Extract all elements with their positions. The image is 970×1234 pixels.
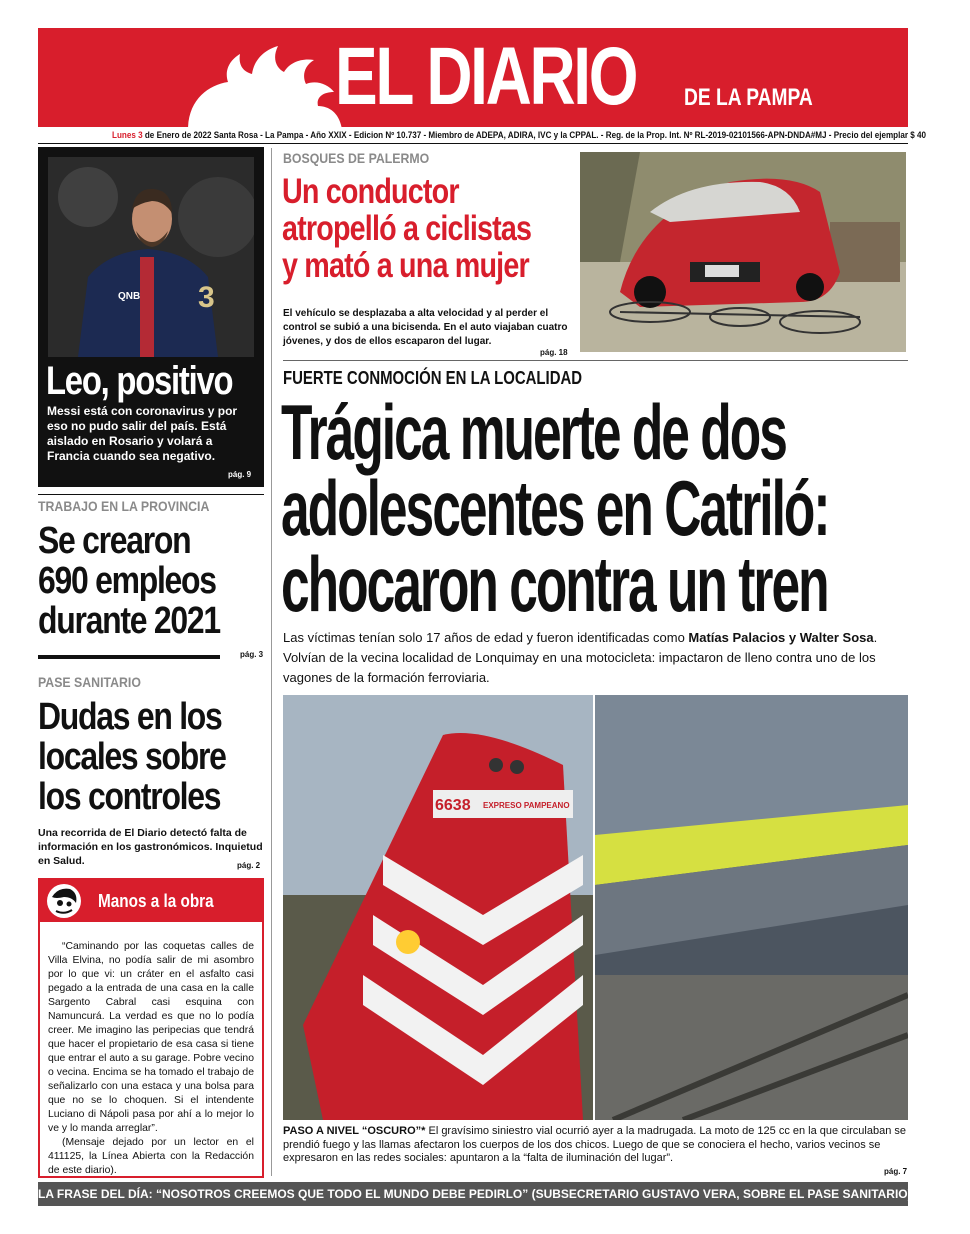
- palermo-kicker: BOSQUES DE PALERMO: [283, 150, 430, 166]
- locomotive-brand: EXPRESO PAMPEANO: [483, 801, 570, 810]
- sanitario-summary: Una recorrida de El Diario detectó falta de información en los gastronómicos. Inquietud en Salud.: [38, 827, 263, 867]
- main-headline[interactable]: [281, 388, 829, 628]
- messi-headline: Leo, positivo: [46, 359, 233, 403]
- empleos-kicker: TRABAJO EN LA PROVINCIA: [38, 498, 210, 514]
- empleos-headline-line: 690 empleos: [38, 560, 216, 602]
- main-lead-text-2: . Volvían de la vecina localidad de Lonquimay en una motocicleta: impactaron de lleno contra uno de los vagones de la formación ferroviaria.: [283, 630, 878, 685]
- main-caption: [283, 1125, 908, 1166]
- palermo-headline-line: atropelló a ciclistas: [282, 209, 532, 248]
- manos-body: [48, 940, 254, 1178]
- messi-page-ref: pág. 9: [228, 470, 252, 479]
- messi-story[interactable]: [38, 147, 264, 487]
- car-accident-photo: [580, 152, 906, 352]
- empleos-headline[interactable]: [38, 521, 220, 641]
- main-lead-names: Matías Palacios y Walter Sosa: [688, 630, 874, 645]
- sanitario-headline-line: los controles: [38, 776, 221, 818]
- column-divider: [271, 148, 272, 1176]
- dateline: [112, 130, 927, 140]
- locomotive-number: 6638: [435, 797, 471, 814]
- main-caption-title: PASO A NIVEL “OSCURO”*: [283, 1125, 426, 1137]
- quote-of-the-day: LA FRASE DEL DÍA: “NOSOTROS CREEMOS QUE TODO EL MUNDO DEBE PEDIRLO” (SUBSECRETARIO GUSTAVO VERA, SOBRE EL PASE SANITARIO). pág 2: [38, 1187, 950, 1201]
- manos-title: Manos a la obra: [98, 891, 214, 911]
- empleos-headline-line: Se crearon: [38, 520, 191, 562]
- manos-header: [40, 880, 262, 922]
- main-caption-text: El gravísimo siniestro vial ocurrió ayer a la madrugada. La moto de 125 cc en la que circulaban se prendió fuego y las llamas afectaron los cuerpos de los dos chicos. Luego de que se conociera el hecho, varios vecinos se expresaron en las redes sociales: apuntaron a la “falta de iluminación del lugar”.: [283, 1125, 907, 1164]
- palermo-headline-line: Un conductor: [282, 172, 459, 211]
- dateline-day: Lunes 3: [112, 130, 143, 140]
- newspaper-title: EL DIARIO: [335, 31, 637, 122]
- main-headline-line: chocaron contra un tren: [281, 540, 828, 628]
- main-page-ref: pág. 7: [884, 1167, 908, 1176]
- masthead: [38, 28, 908, 127]
- dateline-details: de Enero de 2022 Santa Rosa - La Pampa - Año XXIX - Edicion Nº 10.737 - Miembro de ADEPA, ADIRA, IVC y la CPPAL. - Reg. de la Prop. Int. Nº RL-2019-02101566-APN-DNDA#MJ - Precio del ejemplar $ 40: [142, 130, 927, 140]
- sanitario-page-ref: pág. 2: [237, 861, 261, 870]
- cartoon-face-icon: [44, 883, 84, 919]
- palermo-headline-line: y mató a una mujer: [282, 246, 529, 285]
- empleos-page-ref: pág. 3: [240, 650, 264, 659]
- palermo-page-ref: pág. 18: [540, 348, 568, 357]
- main-kicker: FUERTE CONMOCIÓN EN LA LOCALIDAD: [283, 368, 583, 388]
- messi-summary: Messi está con coronavirus y por eso no pudo salir del país. Está aislado en Rosario y volará a Francia cuando sea negativo.: [47, 404, 238, 463]
- rule-empleos-bottom: [38, 655, 220, 659]
- newspaper-subtitle: DE LA PAMPA: [684, 84, 813, 111]
- manos-a-la-obra-box[interactable]: [38, 878, 264, 1178]
- sanitario-headline-line: Dudas en los: [38, 696, 222, 738]
- svg-text:QNB: QNB: [118, 291, 141, 302]
- quote-of-the-day-bar: [38, 1182, 950, 1206]
- sanitario-headline[interactable]: [38, 697, 226, 817]
- rule-empleos: [38, 494, 264, 495]
- main-headline-line: Trágica muerte de dos: [281, 388, 786, 476]
- palermo-summary: El vehículo se desplazaba a alta velocidad y al perder el control se subió a una bicisenda. En el auto viajaban cuatro jóvenes, y dos de ellos escaparon del lugar.: [283, 308, 568, 347]
- manos-paragraph: (Mensaje dejado por un lector en el 411125, la Línea Abierta con la Redacción de este diario).: [48, 1137, 254, 1176]
- messi-photo: [48, 157, 254, 357]
- svg-text:3: 3: [198, 281, 215, 314]
- manos-paragraph: “Caminando por las coquetas calles de Villa Elvina, no podía salir de mi asombro por lo que vi: un cráter en el asfalto casi pegado a la entrada de una casa en la calle Sargento Cabral casi esquina con Namuncurá. La verdad es que no lo podía creer. Me imagino las peripecias que tendrá que hacer el propietario de esa casa si tiene que entrar el auto a su garage. Pobre vecino o vecina. Encima se ha tomado el trabajo de señalizarlo con una estaca y una bolsa para que no se lo choquen. Si el intendente Luciano di Nápoli pasa por ahí a lo mejor lo ve y lo manda arreglar”.: [48, 941, 254, 1134]
- masthead-rule: [38, 143, 908, 144]
- main-lead-text: Las víctimas tenían solo 17 años de edad y fueron identificadas como: [283, 630, 689, 645]
- rule-main: [283, 360, 908, 361]
- train-photo: [283, 695, 908, 1120]
- palermo-headline[interactable]: [282, 173, 531, 284]
- empleos-headline-line: durante 2021: [38, 600, 220, 642]
- sanitario-kicker: PASE SANITARIO: [38, 674, 141, 690]
- sanitario-headline-line: locales sobre: [38, 736, 226, 778]
- main-headline-line: adolescentes en Catriló:: [281, 464, 829, 552]
- main-lead: [283, 628, 908, 688]
